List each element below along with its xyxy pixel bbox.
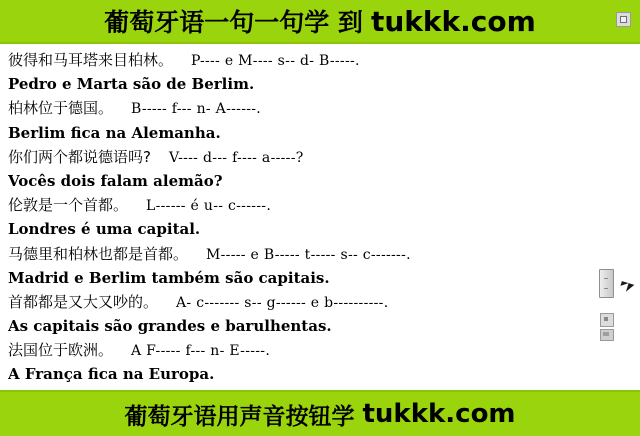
chinese-sentence-row [8, 338, 640, 362]
bottom-banner [0, 390, 640, 436]
chinese-text: 首都都是又大又吵的。 [8, 292, 159, 311]
portuguese-sentence: Madrid e Berlim também são capitais. [8, 268, 330, 287]
top-banner [0, 0, 640, 44]
answer-hint: B----- f--- n- A------. [131, 101, 262, 118]
portuguese-sentence: Berlim fica na Alemanha. [8, 123, 221, 142]
portuguese-sentence: As capitais são grandes e barulhentas. [8, 317, 332, 336]
answer-hint: V---- d--- f---- a-----? [168, 149, 304, 166]
answer-hint: L------ é u-- c------. [146, 198, 272, 215]
portuguese-sentence: Pedro e Marta são de Berlim. [8, 75, 255, 94]
chinese-text: 法国位于欧洲。 [8, 341, 114, 360]
answer-hint: P---- e M---- s-- d- B-----. [191, 53, 360, 69]
lesson-content [0, 44, 640, 390]
answer-hint: A- c------- s-- g------ e b----------. [176, 294, 389, 311]
settings-box-icon[interactable] [616, 12, 631, 27]
chinese-text: 你们两个都说德语吗? [8, 147, 151, 166]
portuguese-sentence: Londres é uma capital. [8, 220, 201, 239]
chinese-sentence-row [8, 96, 640, 120]
lesson-line-list [8, 48, 640, 411]
bottom-banner-latin: tukkk.com [362, 399, 516, 429]
chinese-text: 柏林位于德国。 [8, 99, 114, 118]
chinese-sentence-row [8, 242, 640, 266]
chinese-text: 伦敦是一个首都。 [8, 196, 129, 215]
bottom-banner-chinese: 葡萄牙语用声音按钮学 [124, 403, 355, 430]
chinese-sentence-row [8, 193, 640, 217]
chinese-sentence-row [8, 48, 640, 72]
chinese-text: 马德里和柏林也都是首都。 [8, 244, 189, 263]
portuguese-sentence: Vocês dois falam alemão? [8, 171, 223, 190]
top-banner-chinese: 葡萄牙语一句一句学 到 [104, 8, 363, 37]
player-button-icon[interactable] [600, 329, 614, 341]
chinese-sentence-row [8, 145, 640, 169]
answer-hint: M----- e B----- t----- s-- c-------. [206, 246, 411, 263]
portuguese-sentence: A França fica na Europa. [8, 365, 215, 384]
chinese-sentence-row [8, 290, 640, 314]
scrollbar-thumb[interactable] [599, 269, 614, 298]
audio-button-icon[interactable] [600, 313, 614, 327]
chinese-text: 彼得和马耳塔来目柏林。 [8, 51, 174, 69]
top-banner-latin: tukkk.com [370, 4, 536, 38]
answer-hint: A F----- f--- n- E-----. [131, 343, 271, 360]
